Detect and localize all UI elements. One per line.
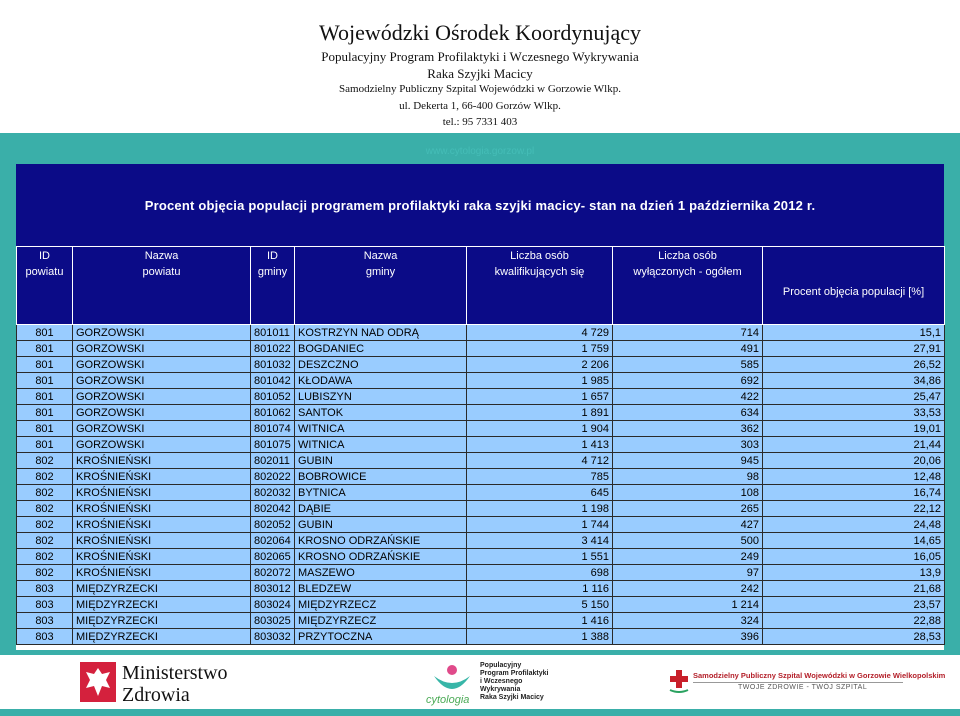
- table-row: [17, 565, 945, 581]
- cell-id-powiatu: 802: [17, 565, 73, 581]
- cell-procent: 20,06: [763, 453, 945, 469]
- header-line-program: Populacyjny Program Profilaktyki i Wczesnego Wykrywania: [321, 49, 639, 64]
- cell-nazwa-gminy: KROSNO ODRZAŃSKIE: [295, 533, 467, 549]
- cell-nazwa-powiatu: KROŚNIEŃSKI: [73, 453, 251, 469]
- cell-kwalifikujacych: 1 657: [467, 389, 613, 405]
- cell-kwalifikujacych: 5 150: [467, 597, 613, 613]
- cell-id-powiatu: 801: [17, 341, 73, 357]
- cell-wylaczonych: 427: [613, 517, 763, 533]
- table-body: [17, 325, 945, 645]
- cell-id-powiatu: 801: [17, 437, 73, 453]
- table-row: [17, 437, 945, 453]
- cell-id-gminy: 802064: [251, 533, 295, 549]
- cell-kwalifikujacych: 1 551: [467, 549, 613, 565]
- cell-nazwa-gminy: MASZEWO: [295, 565, 467, 581]
- cell-kwalifikujacych: 1 413: [467, 437, 613, 453]
- cell-procent: 33,53: [763, 405, 945, 421]
- table-row: [17, 485, 945, 501]
- cell-procent: 34,86: [763, 373, 945, 389]
- cell-id-powiatu: 801: [17, 325, 73, 341]
- cell-nazwa-powiatu: GORZOWSKI: [73, 405, 251, 421]
- cell-id-gminy: 803012: [251, 581, 295, 597]
- cell-nazwa-gminy: WITNICA: [295, 437, 467, 453]
- cell-id-powiatu: 802: [17, 485, 73, 501]
- cell-id-powiatu: 802: [17, 501, 73, 517]
- cell-id-gminy: 801042: [251, 373, 295, 389]
- cell-id-gminy: 801052: [251, 389, 295, 405]
- cell-id-powiatu: 802: [17, 469, 73, 485]
- cell-id-gminy: 802022: [251, 469, 295, 485]
- cell-wylaczonych: 242: [613, 581, 763, 597]
- table-title: Procent objęcia populacji programem profilaktyki raka szyjki macicy- stan na dzień 1 października 2012 r.: [16, 164, 944, 246]
- polish-eagle-icon: [80, 662, 116, 702]
- cell-nazwa-gminy: GUBIN: [295, 453, 467, 469]
- cell-kwalifikujacych: 3 414: [467, 533, 613, 549]
- table-row: [17, 357, 945, 373]
- cell-wylaczonych: 692: [613, 373, 763, 389]
- table-row: [17, 373, 945, 389]
- cell-wylaczonych: 98: [613, 469, 763, 485]
- cell-nazwa-gminy: MIĘDZYRZECZ: [295, 597, 467, 613]
- table-row: [17, 549, 945, 565]
- cell-id-powiatu: 802: [17, 453, 73, 469]
- cell-wylaczonych: 396: [613, 629, 763, 645]
- cell-id-gminy: 803032: [251, 629, 295, 645]
- cell-kwalifikujacych: 1 744: [467, 517, 613, 533]
- cell-procent: 15,1: [763, 325, 945, 341]
- cell-nazwa-gminy: LUBISZYN: [295, 389, 467, 405]
- cell-nazwa-gminy: BLEDZEW: [295, 581, 467, 597]
- cell-id-powiatu: 801: [17, 357, 73, 373]
- cell-kwalifikujacych: 4 712: [467, 453, 613, 469]
- table-row: [17, 629, 945, 645]
- table-header-row: [17, 247, 945, 325]
- cell-nazwa-gminy: DESZCZNO: [295, 357, 467, 373]
- cell-procent: 24,48: [763, 517, 945, 533]
- cell-nazwa-gminy: SANTOK: [295, 405, 467, 421]
- cell-kwalifikujacych: 1 891: [467, 405, 613, 421]
- cell-wylaczonych: 714: [613, 325, 763, 341]
- cytologia-logo-icon: [430, 662, 474, 696]
- cell-procent: 27,91: [763, 341, 945, 357]
- ministry-logo-text: Ministerstwo Zdrowia: [122, 662, 228, 706]
- cell-wylaczonych: 422: [613, 389, 763, 405]
- table-row: [17, 613, 945, 629]
- cell-nazwa-powiatu: KROŚNIEŃSKI: [73, 565, 251, 581]
- cell-nazwa-gminy: BOBROWICE: [295, 469, 467, 485]
- cell-procent: 16,05: [763, 549, 945, 565]
- hospital-logo-text: Samodzielny Publiczny Szpital Wojewódzki w Gorzowie Wielkopolskim: [693, 671, 946, 680]
- coverage-table: [16, 246, 945, 645]
- page-header: [0, 0, 960, 133]
- site-url-link[interactable]: www.cytologia.gorzow.pl: [425, 146, 535, 157]
- table-row: [17, 405, 945, 421]
- cell-procent: 21,68: [763, 581, 945, 597]
- cell-id-gminy: 801062: [251, 405, 295, 421]
- cell-kwalifikujacych: 645: [467, 485, 613, 501]
- cell-id-powiatu: 802: [17, 517, 73, 533]
- cell-id-powiatu: 803: [17, 613, 73, 629]
- cell-kwalifikujacych: 698: [467, 565, 613, 581]
- cell-procent: 26,52: [763, 357, 945, 373]
- cell-wylaczonych: 97: [613, 565, 763, 581]
- hospital-logo-divider: [693, 682, 903, 683]
- header-line-address: ul. Dekerta 1, 66-400 Gorzów Wlkp.: [399, 100, 561, 112]
- cell-kwalifikujacych: 1 904: [467, 421, 613, 437]
- col-header-wylaczonych: Liczba osób wyłączonych - ogółem: [613, 247, 763, 325]
- cell-procent: 22,12: [763, 501, 945, 517]
- col-header-id-powiatu: ID powiatu: [17, 247, 73, 325]
- cell-kwalifikujacych: 1 985: [467, 373, 613, 389]
- cell-kwalifikujacych: 1 388: [467, 629, 613, 645]
- cell-wylaczonych: 585: [613, 357, 763, 373]
- cell-nazwa-powiatu: GORZOWSKI: [73, 325, 251, 341]
- cell-id-gminy: 802065: [251, 549, 295, 565]
- cytologia-logo-text: cytologia: [426, 694, 470, 706]
- col-header-id-gminy: ID gminy: [251, 247, 295, 325]
- cell-id-powiatu: 801: [17, 405, 73, 421]
- table-row: [17, 581, 945, 597]
- cell-id-powiatu: 803: [17, 597, 73, 613]
- program-logo-text: Populacyjny Program Profilaktyki i Wczesnego Wykrywania Raka Szyjki Macicy: [480, 662, 549, 701]
- cell-nazwa-gminy: KŁODAWA: [295, 373, 467, 389]
- hospital-cross-icon: [668, 668, 690, 694]
- cell-id-powiatu: 802: [17, 549, 73, 565]
- cell-id-powiatu: 803: [17, 629, 73, 645]
- data-panel: [16, 164, 944, 650]
- cell-nazwa-powiatu: MIĘDZYRZECKI: [73, 613, 251, 629]
- cell-kwalifikujacych: 2 206: [467, 357, 613, 373]
- cell-procent: 13,9: [763, 565, 945, 581]
- cell-kwalifikujacych: 1 116: [467, 581, 613, 597]
- cell-nazwa-powiatu: MIĘDZYRZECKI: [73, 581, 251, 597]
- cell-id-powiatu: 802: [17, 533, 73, 549]
- header-line-program-2: Raka Szyjki Macicy: [427, 66, 533, 81]
- cell-wylaczonych: 249: [613, 549, 763, 565]
- cell-wylaczonych: 265: [613, 501, 763, 517]
- col-header-nazwa-gminy: Nazwa gminy: [295, 247, 467, 325]
- cell-procent: 22,88: [763, 613, 945, 629]
- cell-procent: 21,44: [763, 437, 945, 453]
- cell-id-powiatu: 803: [17, 581, 73, 597]
- cell-wylaczonych: 500: [613, 533, 763, 549]
- cell-nazwa-powiatu: MIĘDZYRZECKI: [73, 597, 251, 613]
- table-row: [17, 325, 945, 341]
- cell-nazwa-powiatu: KROŚNIEŃSKI: [73, 485, 251, 501]
- cell-id-powiatu: 801: [17, 389, 73, 405]
- cell-kwalifikujacych: 4 729: [467, 325, 613, 341]
- cell-wylaczonych: 108: [613, 485, 763, 501]
- cell-wylaczonych: 303: [613, 437, 763, 453]
- cell-wylaczonych: 362: [613, 421, 763, 437]
- header-line-hospital: Samodzielny Publiczny Szpital Wojewódzki w Gorzowie Wlkp.: [339, 83, 621, 95]
- bottom-band: [0, 709, 960, 716]
- header-title: Wojewódzki Ośrodek Koordynujący: [318, 20, 642, 45]
- cell-id-gminy: 802072: [251, 565, 295, 581]
- cell-nazwa-powiatu: GORZOWSKI: [73, 341, 251, 357]
- cell-nazwa-gminy: KROSNO ODRZAŃSKIE: [295, 549, 467, 565]
- cell-nazwa-gminy: BOGDANIEC: [295, 341, 467, 357]
- cell-nazwa-powiatu: GORZOWSKI: [73, 373, 251, 389]
- col-header-kwalifikujacych: Liczba osób kwalifikujących się: [467, 247, 613, 325]
- cell-kwalifikujacych: 1 416: [467, 613, 613, 629]
- cell-procent: 28,53: [763, 629, 945, 645]
- cell-nazwa-powiatu: GORZOWSKI: [73, 357, 251, 373]
- cell-wylaczonych: 634: [613, 405, 763, 421]
- col-header-nazwa-powiatu: Nazwa powiatu: [73, 247, 251, 325]
- cell-id-gminy: 801022: [251, 341, 295, 357]
- cell-id-gminy: 802032: [251, 485, 295, 501]
- cell-nazwa-powiatu: KROŚNIEŃSKI: [73, 549, 251, 565]
- cell-nazwa-gminy: MIĘDZYRZECZ: [295, 613, 467, 629]
- cell-procent: 25,47: [763, 389, 945, 405]
- cell-procent: 14,65: [763, 533, 945, 549]
- cell-nazwa-powiatu: GORZOWSKI: [73, 437, 251, 453]
- cell-kwalifikujacych: 785: [467, 469, 613, 485]
- cell-nazwa-powiatu: GORZOWSKI: [73, 389, 251, 405]
- table-row: [17, 597, 945, 613]
- cell-id-gminy: 803024: [251, 597, 295, 613]
- cell-nazwa-powiatu: MIĘDZYRZECKI: [73, 629, 251, 645]
- cell-id-gminy: 801075: [251, 437, 295, 453]
- cell-nazwa-powiatu: KROŚNIEŃSKI: [73, 517, 251, 533]
- cell-wylaczonych: 1 214: [613, 597, 763, 613]
- table-row: [17, 501, 945, 517]
- cell-nazwa-powiatu: KROŚNIEŃSKI: [73, 469, 251, 485]
- table-row: [17, 341, 945, 357]
- header-line-phone: tel.: 95 7331 403: [442, 116, 518, 128]
- cell-nazwa-powiatu: GORZOWSKI: [73, 421, 251, 437]
- table-row: [17, 389, 945, 405]
- cell-procent: 12,48: [763, 469, 945, 485]
- cell-nazwa-gminy: KOSTRZYN NAD ODRĄ: [295, 325, 467, 341]
- hospital-slogan: TWOJE ZDROWIE - TWÓJ SZPITAL: [738, 684, 868, 691]
- cell-id-powiatu: 801: [17, 421, 73, 437]
- table-row: [17, 469, 945, 485]
- table-row: [17, 533, 945, 549]
- cell-nazwa-gminy: DĄBIE: [295, 501, 467, 517]
- cell-nazwa-gminy: WITNICA: [295, 421, 467, 437]
- cell-id-gminy: 801032: [251, 357, 295, 373]
- cell-id-gminy: 802011: [251, 453, 295, 469]
- cell-wylaczonych: 491: [613, 341, 763, 357]
- table-row: [17, 517, 945, 533]
- cell-id-gminy: 803025: [251, 613, 295, 629]
- cell-nazwa-gminy: BYTNICA: [295, 485, 467, 501]
- cell-nazwa-gminy: GUBIN: [295, 517, 467, 533]
- cell-id-gminy: 802042: [251, 501, 295, 517]
- cell-nazwa-powiatu: KROŚNIEŃSKI: [73, 501, 251, 517]
- cell-procent: 19,01: [763, 421, 945, 437]
- cell-wylaczonych: 324: [613, 613, 763, 629]
- cell-procent: 23,57: [763, 597, 945, 613]
- cell-wylaczonych: 945: [613, 453, 763, 469]
- cell-nazwa-gminy: PRZYTOCZNA: [295, 629, 467, 645]
- table-row: [17, 421, 945, 437]
- cell-id-gminy: 801011: [251, 325, 295, 341]
- cell-id-gminy: 801074: [251, 421, 295, 437]
- col-header-procent: Procent objęcia populacji [%]: [763, 247, 945, 325]
- cell-nazwa-powiatu: KROŚNIEŃSKI: [73, 533, 251, 549]
- cell-kwalifikujacych: 1 759: [467, 341, 613, 357]
- cell-id-powiatu: 801: [17, 373, 73, 389]
- table-row: [17, 453, 945, 469]
- cell-id-gminy: 802052: [251, 517, 295, 533]
- cell-kwalifikujacych: 1 198: [467, 501, 613, 517]
- cell-procent: 16,74: [763, 485, 945, 501]
